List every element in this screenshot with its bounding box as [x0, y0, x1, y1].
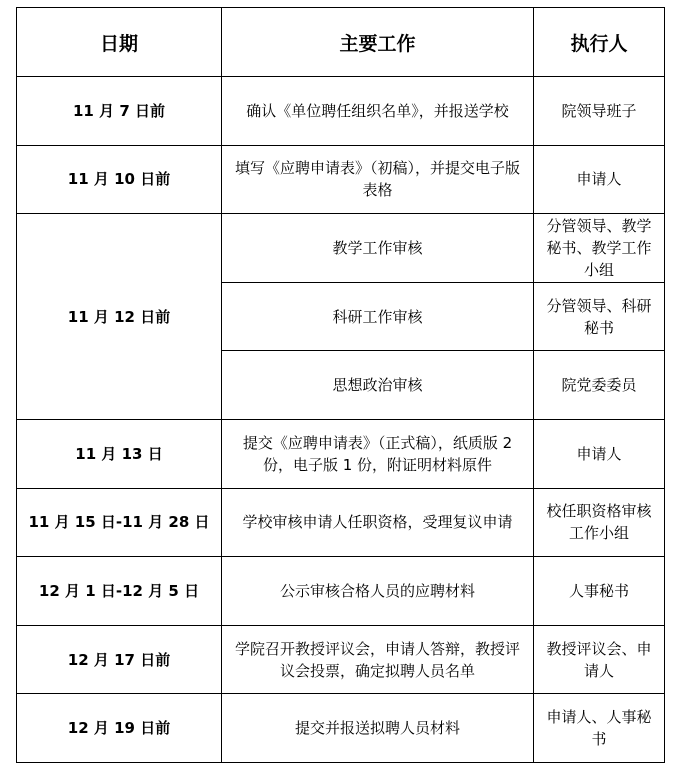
work-cell: 提交并报送拟聘人员材料 [222, 694, 534, 763]
header-executor: 执行人 [534, 8, 665, 77]
table-header-row [17, 8, 665, 77]
work-cell: 教学工作审核 [222, 214, 534, 283]
work-cell: 学校审核申请人任职资格，受理复议申请 [222, 488, 534, 557]
table-row [17, 214, 665, 283]
executor-cell: 分管领导、教学秘书、教学工作小组 [534, 214, 665, 283]
table-row [17, 694, 665, 763]
work-cell: 科研工作审核 [222, 282, 534, 351]
work-cell: 提交《应聘申请表》（正式稿），纸质版 2 份，电子版 1 份，附证明材料原件 [222, 419, 534, 488]
executor-cell: 分管领导、科研秘书 [534, 282, 665, 351]
executor-cell: 教授评议会、申请人 [534, 625, 665, 694]
table-row [17, 145, 665, 214]
date-cell: 11 月 13 日 [17, 419, 222, 488]
header-work: 主要工作 [222, 8, 534, 77]
date-cell: 12 月 17 日前 [17, 625, 222, 694]
executor-cell: 人事秘书 [534, 557, 665, 626]
table-row [17, 557, 665, 626]
date-cell: 12 月 1 日-12 月 5 日 [17, 557, 222, 626]
executor-cell: 申请人 [534, 145, 665, 214]
date-cell: 11 月 15 日-11 月 28 日 [17, 488, 222, 557]
date-cell: 11 月 12 日前 [17, 214, 222, 420]
schedule-table [16, 7, 665, 763]
work-cell: 公示审核合格人员的应聘材料 [222, 557, 534, 626]
work-cell: 确认《单位聘任组织名单》，并报送学校 [222, 77, 534, 146]
work-cell: 思想政治审核 [222, 351, 534, 420]
work-cell: 学院召开教授评议会，申请人答辩，教授评议会投票，确定拟聘人员名单 [222, 625, 534, 694]
table-row [17, 419, 665, 488]
table-row [17, 488, 665, 557]
table-row [17, 625, 665, 694]
executor-cell: 申请人、人事秘书 [534, 694, 665, 763]
work-cell: 填写《应聘申请表》（初稿），并提交电子版表格 [222, 145, 534, 214]
date-cell: 11 月 7 日前 [17, 77, 222, 146]
executor-cell: 校任职资格审核工作小组 [534, 488, 665, 557]
table-row [17, 77, 665, 146]
date-cell: 12 月 19 日前 [17, 694, 222, 763]
date-cell: 11 月 10 日前 [17, 145, 222, 214]
executor-cell: 院党委委员 [534, 351, 665, 420]
executor-cell: 申请人 [534, 419, 665, 488]
header-date: 日期 [17, 8, 222, 77]
executor-cell: 院领导班子 [534, 77, 665, 146]
